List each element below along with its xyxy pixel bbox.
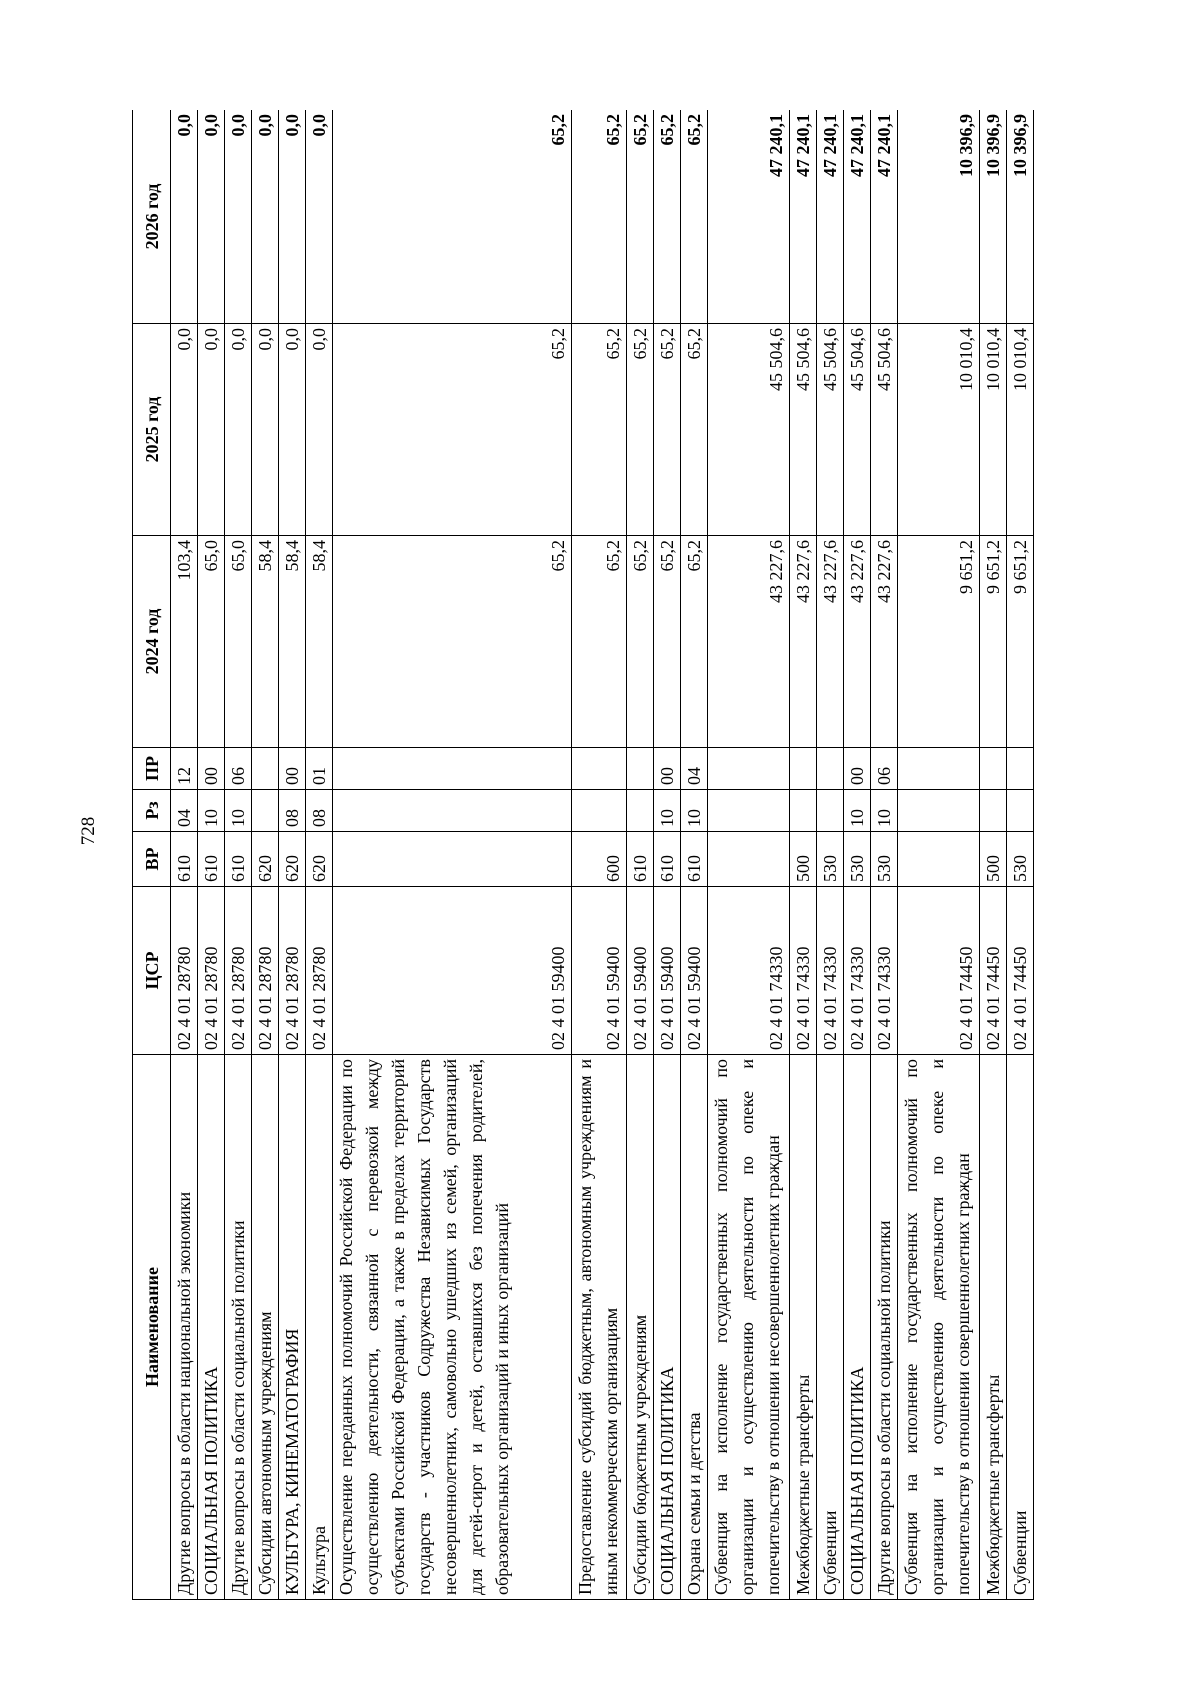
cell-rz bbox=[790, 790, 817, 832]
cell-2025: 0,0 bbox=[306, 324, 333, 536]
cell-pr: 12 bbox=[171, 748, 198, 790]
cell-vr: 530 bbox=[817, 832, 844, 887]
cell-pr bbox=[980, 748, 1007, 790]
table-row bbox=[252, 110, 279, 1600]
cell-vr: 610 bbox=[171, 832, 198, 887]
cell-vr: 610 bbox=[627, 832, 654, 887]
cell-2025: 65,2 bbox=[333, 324, 572, 536]
cell-rz bbox=[627, 790, 654, 832]
table-row bbox=[871, 110, 898, 1600]
header-2026: 2026 год bbox=[133, 110, 171, 324]
table-row bbox=[198, 110, 225, 1600]
table-row bbox=[1007, 110, 1034, 1600]
budget-table bbox=[132, 110, 1034, 1600]
cell-2025: 0,0 bbox=[279, 324, 306, 536]
cell-rz bbox=[572, 790, 627, 832]
cell-vr: 530 bbox=[844, 832, 871, 887]
cell-2025: 45 504,6 bbox=[708, 324, 790, 536]
table-row bbox=[333, 110, 572, 1600]
cell-pr: 01 bbox=[306, 748, 333, 790]
cell-name: Субсидии автономным учреждениям bbox=[252, 1055, 279, 1600]
cell-csr: 02 4 01 28780 bbox=[252, 887, 279, 1055]
cell-rz bbox=[817, 790, 844, 832]
table-row bbox=[627, 110, 654, 1600]
cell-rz bbox=[333, 790, 572, 832]
cell-2026: 0,0 bbox=[306, 110, 333, 324]
cell-pr bbox=[790, 748, 817, 790]
cell-rz bbox=[708, 790, 790, 832]
cell-csr: 02 4 01 59400 bbox=[654, 887, 681, 1055]
cell-rz bbox=[898, 790, 980, 832]
cell-csr: 02 4 01 74450 bbox=[1007, 887, 1034, 1055]
cell-csr: 02 4 01 59400 bbox=[333, 887, 572, 1055]
cell-pr: 04 bbox=[681, 748, 708, 790]
header-name: Наименование bbox=[133, 1055, 171, 1600]
cell-vr: 610 bbox=[654, 832, 681, 887]
cell-2024: 65,2 bbox=[572, 536, 627, 748]
cell-pr: 00 bbox=[844, 748, 871, 790]
cell-2026: 47 240,1 bbox=[708, 110, 790, 324]
cell-2026: 10 396,9 bbox=[898, 110, 980, 324]
cell-vr: 610 bbox=[681, 832, 708, 887]
cell-csr: 02 4 01 74330 bbox=[871, 887, 898, 1055]
cell-vr: 600 bbox=[572, 832, 627, 887]
cell-vr bbox=[898, 832, 980, 887]
table-row bbox=[980, 110, 1007, 1600]
cell-2025: 10 010,4 bbox=[898, 324, 980, 536]
cell-name: Другие вопросы в области социальной политики bbox=[225, 1055, 252, 1600]
cell-2024: 43 227,6 bbox=[790, 536, 817, 748]
cell-2026: 65,2 bbox=[572, 110, 627, 324]
table-row bbox=[708, 110, 790, 1600]
cell-pr: 00 bbox=[279, 748, 306, 790]
cell-2024: 65,2 bbox=[627, 536, 654, 748]
budget-table-container bbox=[132, 110, 1062, 1600]
cell-2024: 58,4 bbox=[279, 536, 306, 748]
cell-2024: 65,2 bbox=[654, 536, 681, 748]
cell-rz: 10 bbox=[681, 790, 708, 832]
table-row bbox=[898, 110, 980, 1600]
cell-2024: 58,4 bbox=[252, 536, 279, 748]
cell-name: Межбюджетные трансферты bbox=[790, 1055, 817, 1600]
cell-vr: 500 bbox=[790, 832, 817, 887]
cell-2026: 10 396,9 bbox=[980, 110, 1007, 324]
cell-rz: 10 bbox=[225, 790, 252, 832]
cell-2025: 65,2 bbox=[681, 324, 708, 536]
cell-2025: 10 010,4 bbox=[1007, 324, 1034, 536]
cell-csr: 02 4 01 59400 bbox=[681, 887, 708, 1055]
cell-name: СОЦИАЛЬНАЯ ПОЛИТИКА bbox=[198, 1055, 225, 1600]
cell-2025: 65,2 bbox=[654, 324, 681, 536]
cell-2024: 65,2 bbox=[681, 536, 708, 748]
cell-name: Субвенция на исполнение государственных полномочий по организации и осуществлению деятельности по опеке и попечительству в отношении несовершеннолетних граждан bbox=[708, 1055, 790, 1600]
cell-rz bbox=[980, 790, 1007, 832]
cell-name: Субвенции bbox=[1007, 1055, 1034, 1600]
cell-pr bbox=[333, 748, 572, 790]
table-row bbox=[844, 110, 871, 1600]
cell-2024: 43 227,6 bbox=[817, 536, 844, 748]
cell-2025: 0,0 bbox=[198, 324, 225, 536]
cell-pr bbox=[627, 748, 654, 790]
cell-vr: 620 bbox=[279, 832, 306, 887]
cell-name: Субсидии бюджетным учреждениям bbox=[627, 1055, 654, 1600]
cell-pr bbox=[572, 748, 627, 790]
cell-vr: 500 bbox=[980, 832, 1007, 887]
cell-csr: 02 4 01 74450 bbox=[898, 887, 980, 1055]
cell-rz: 08 bbox=[279, 790, 306, 832]
cell-vr: 610 bbox=[225, 832, 252, 887]
cell-2025: 0,0 bbox=[225, 324, 252, 536]
cell-2024: 43 227,6 bbox=[871, 536, 898, 748]
cell-rz: 10 bbox=[871, 790, 898, 832]
cell-2026: 0,0 bbox=[171, 110, 198, 324]
cell-2024: 103,4 bbox=[171, 536, 198, 748]
rotated-table-frame bbox=[132, 110, 1062, 1600]
cell-pr bbox=[1007, 748, 1034, 790]
cell-name: СОЦИАЛЬНАЯ ПОЛИТИКА bbox=[654, 1055, 681, 1600]
cell-pr: 00 bbox=[654, 748, 681, 790]
cell-2025: 45 504,6 bbox=[871, 324, 898, 536]
cell-csr: 02 4 01 59400 bbox=[572, 887, 627, 1055]
cell-2024: 65,0 bbox=[198, 536, 225, 748]
cell-2025: 65,2 bbox=[627, 324, 654, 536]
cell-2026: 10 396,9 bbox=[1007, 110, 1034, 324]
cell-csr: 02 4 01 28780 bbox=[279, 887, 306, 1055]
table-row bbox=[790, 110, 817, 1600]
cell-csr: 02 4 01 28780 bbox=[306, 887, 333, 1055]
cell-2026: 65,2 bbox=[654, 110, 681, 324]
cell-pr: 00 bbox=[198, 748, 225, 790]
cell-2024: 65,2 bbox=[333, 536, 572, 748]
cell-csr: 02 4 01 74330 bbox=[844, 887, 871, 1055]
cell-2026: 65,2 bbox=[627, 110, 654, 324]
header-vr: ВР bbox=[133, 832, 171, 887]
cell-vr: 610 bbox=[198, 832, 225, 887]
cell-name: Субвенция на исполнение государственных полномочий по организации и осуществлению деятельности по опеке и попечительству в отношении совершеннолетних граждан bbox=[898, 1055, 980, 1600]
cell-csr: 02 4 01 74330 bbox=[817, 887, 844, 1055]
cell-pr bbox=[817, 748, 844, 790]
cell-2025: 0,0 bbox=[252, 324, 279, 536]
header-csr: ЦСР bbox=[133, 887, 171, 1055]
cell-name: Другие вопросы в области национальной экономики bbox=[171, 1055, 198, 1600]
cell-2024: 43 227,6 bbox=[844, 536, 871, 748]
cell-vr: 620 bbox=[306, 832, 333, 887]
cell-csr: 02 4 01 28780 bbox=[198, 887, 225, 1055]
cell-2024: 65,0 bbox=[225, 536, 252, 748]
cell-name: Культура bbox=[306, 1055, 333, 1600]
cell-name: Предоставление субсидий бюджетным, автономным учреждениям и иным некоммерческим организациям bbox=[572, 1055, 627, 1600]
cell-2026: 0,0 bbox=[252, 110, 279, 324]
cell-2024: 43 227,6 bbox=[708, 536, 790, 748]
cell-rz: 04 bbox=[171, 790, 198, 832]
header-pr: ПР bbox=[133, 748, 171, 790]
cell-2025: 45 504,6 bbox=[844, 324, 871, 536]
table-row bbox=[171, 110, 198, 1600]
cell-2026: 47 240,1 bbox=[871, 110, 898, 324]
cell-vr: 530 bbox=[1007, 832, 1034, 887]
table-row bbox=[572, 110, 627, 1600]
page-number: 728 bbox=[78, 816, 99, 846]
header-2025: 2025 год bbox=[133, 324, 171, 536]
cell-2024: 9 651,2 bbox=[980, 536, 1007, 748]
cell-2026: 0,0 bbox=[279, 110, 306, 324]
cell-pr bbox=[708, 748, 790, 790]
cell-2025: 0,0 bbox=[171, 324, 198, 536]
cell-2026: 47 240,1 bbox=[790, 110, 817, 324]
table-row bbox=[279, 110, 306, 1600]
cell-rz: 10 bbox=[844, 790, 871, 832]
cell-2026: 0,0 bbox=[198, 110, 225, 324]
cell-csr: 02 4 01 59400 bbox=[627, 887, 654, 1055]
cell-2026: 65,2 bbox=[681, 110, 708, 324]
table-row bbox=[654, 110, 681, 1600]
cell-2024: 9 651,2 bbox=[1007, 536, 1034, 748]
cell-vr bbox=[333, 832, 572, 887]
cell-name: Другие вопросы в области социальной политики bbox=[871, 1055, 898, 1600]
cell-rz bbox=[252, 790, 279, 832]
header-2024: 2024 год bbox=[133, 536, 171, 748]
cell-name: Субвенции bbox=[817, 1055, 844, 1600]
cell-csr: 02 4 01 74450 bbox=[980, 887, 1007, 1055]
cell-pr bbox=[252, 748, 279, 790]
cell-vr bbox=[708, 832, 790, 887]
cell-2026: 65,2 bbox=[333, 110, 572, 324]
table-row bbox=[225, 110, 252, 1600]
cell-name: Межбюджетные трансферты bbox=[980, 1055, 1007, 1600]
table-row bbox=[817, 110, 844, 1600]
cell-2025: 65,2 bbox=[572, 324, 627, 536]
cell-csr: 02 4 01 28780 bbox=[225, 887, 252, 1055]
cell-csr: 02 4 01 28780 bbox=[171, 887, 198, 1055]
cell-vr: 620 bbox=[252, 832, 279, 887]
cell-csr: 02 4 01 74330 bbox=[790, 887, 817, 1055]
cell-pr bbox=[898, 748, 980, 790]
cell-2024: 9 651,2 bbox=[898, 536, 980, 748]
cell-rz bbox=[1007, 790, 1034, 832]
cell-2026: 0,0 bbox=[225, 110, 252, 324]
cell-2025: 45 504,6 bbox=[817, 324, 844, 536]
cell-2024: 58,4 bbox=[306, 536, 333, 748]
cell-rz: 08 bbox=[306, 790, 333, 832]
cell-name: Осуществление переданных полномочий Российской Федерации по осуществлению деятельности, связанной с перевозкой между субъектами Российской Федерации, а также в пределах территорий государств - участников Содружества Независимых Государств несовершеннолетних, самовольно ушедших из семей, организаций для детей-сирот и детей, оставшихся без попечения родителей, образовательных организаций и иных организаций bbox=[333, 1055, 572, 1600]
cell-csr: 02 4 01 74330 bbox=[708, 887, 790, 1055]
header-rz: Рз bbox=[133, 790, 171, 832]
cell-rz: 10 bbox=[198, 790, 225, 832]
cell-2025: 45 504,6 bbox=[790, 324, 817, 536]
cell-rz: 10 bbox=[654, 790, 681, 832]
cell-2026: 47 240,1 bbox=[844, 110, 871, 324]
cell-name: КУЛЬТУРА, КИНЕМАТОГРАФИЯ bbox=[279, 1055, 306, 1600]
cell-2026: 47 240,1 bbox=[817, 110, 844, 324]
table-row bbox=[681, 110, 708, 1600]
cell-pr: 06 bbox=[871, 748, 898, 790]
cell-name: Охрана семьи и детства bbox=[681, 1055, 708, 1600]
table-header-row bbox=[133, 110, 171, 1600]
table-row bbox=[306, 110, 333, 1600]
cell-vr: 530 bbox=[871, 832, 898, 887]
cell-pr: 06 bbox=[225, 748, 252, 790]
cell-name: СОЦИАЛЬНАЯ ПОЛИТИКА bbox=[844, 1055, 871, 1600]
cell-2025: 10 010,4 bbox=[980, 324, 1007, 536]
